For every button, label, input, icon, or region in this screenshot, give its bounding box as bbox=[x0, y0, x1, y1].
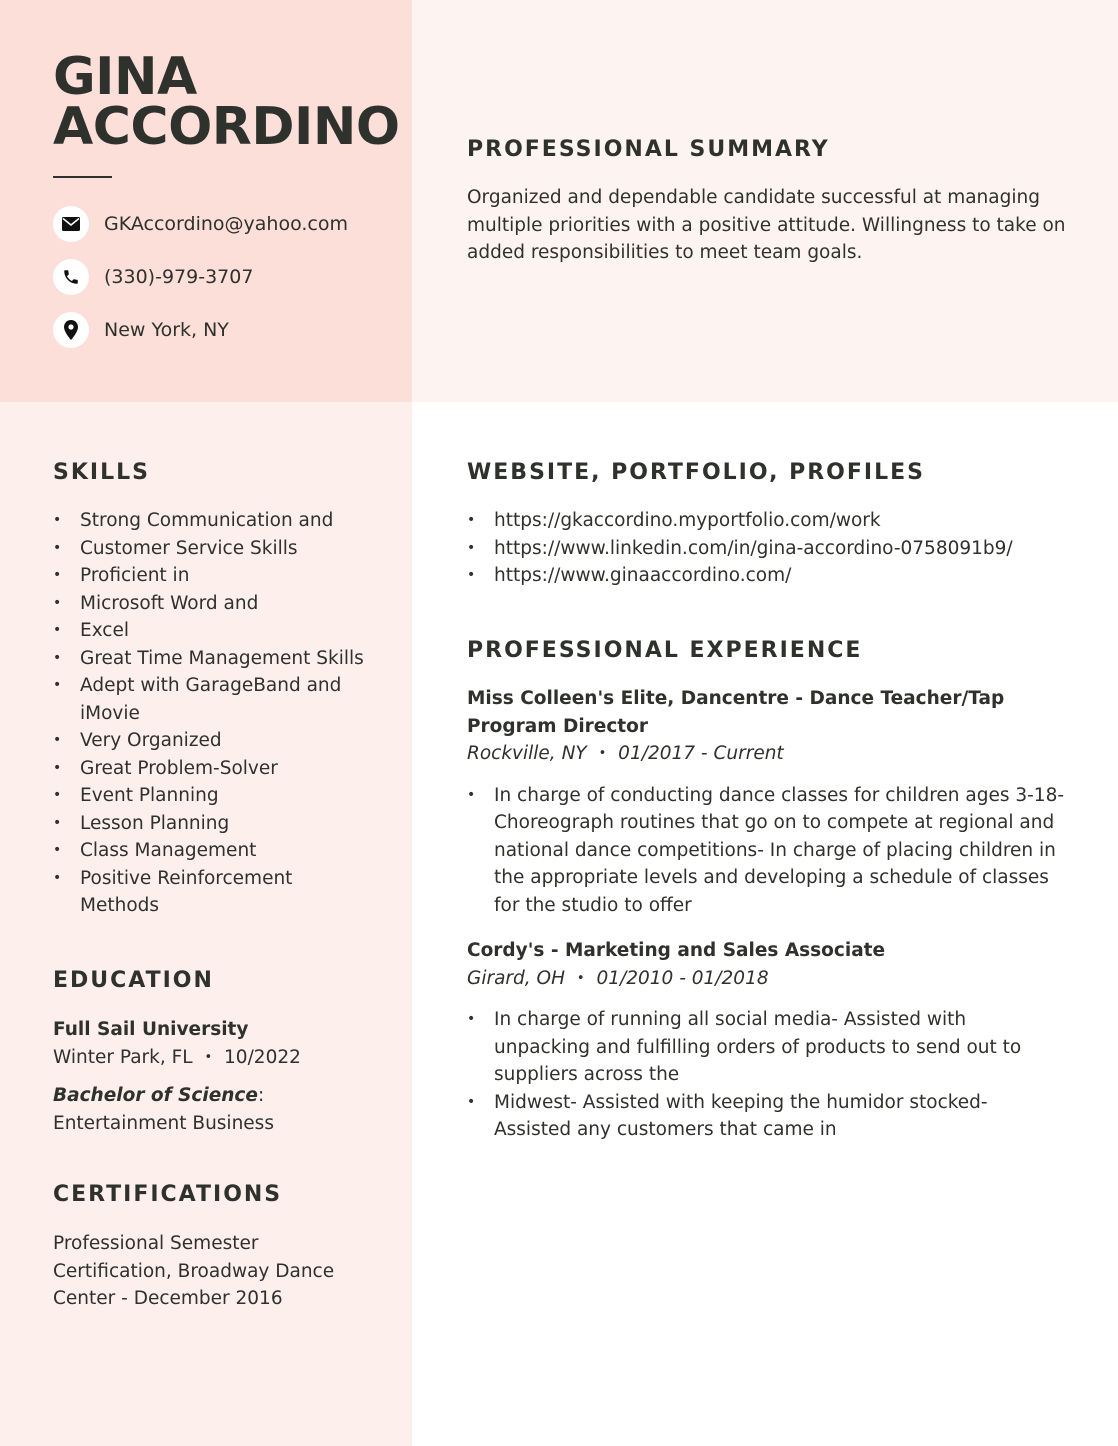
job-dates: 01/2017 - Current bbox=[618, 743, 784, 764]
list-item: • Excel bbox=[53, 617, 383, 645]
job-bullets bbox=[467, 782, 1067, 920]
school-name: Full Sail University bbox=[53, 1019, 249, 1040]
list-item: • Midwest- Assisted with keeping the humidor stocked- Assisted any customers that came in bbox=[467, 1089, 1067, 1144]
website-link[interactable]: • https://gkaccordino.myportfolio.com/work bbox=[467, 507, 1097, 535]
job-bullets bbox=[467, 1006, 1067, 1144]
email-text: GKAccordino@yahoo.com bbox=[104, 213, 348, 235]
contact-phone[interactable] bbox=[53, 259, 253, 295]
list-item: • Lesson Planning bbox=[53, 810, 383, 838]
skills-list bbox=[53, 507, 383, 920]
school-location: Winter Park, FL bbox=[53, 1046, 193, 1068]
list-item: • In charge of running all social media- Assisted with unpacking and fulfilling orders of products to send out to suppliers across the bbox=[467, 1006, 1067, 1089]
envelope-icon bbox=[53, 206, 89, 242]
degree: Bachelor of Science bbox=[53, 1085, 258, 1106]
certifications-text: Professional Semester Certification, Broadway Dance Center - December 2016 bbox=[53, 1233, 335, 1309]
education-entry bbox=[53, 1016, 393, 1137]
candidate-name bbox=[53, 47, 400, 157]
experience-heading: PROFESSIONAL EXPERIENCE bbox=[467, 638, 863, 663]
websites-heading: WEBSITE, PORTFOLIO, PROFILES bbox=[467, 460, 925, 485]
list-item: • Great Problem-Solver bbox=[53, 755, 383, 783]
school-date: 10/2022 bbox=[224, 1046, 301, 1068]
website-link[interactable]: • https://www.ginaaccordino.com/ bbox=[467, 562, 1097, 590]
list-item: • Proficient in bbox=[53, 562, 383, 590]
list-item: • Strong Communication and bbox=[53, 507, 383, 535]
bullet-separator: • bbox=[598, 746, 607, 761]
location-text: New York, NY bbox=[104, 319, 229, 341]
job-heading: Cordy's - Marketing and Sales Associate bbox=[467, 940, 886, 961]
list-item: • Class Management bbox=[53, 837, 383, 865]
last-name: ACCORDINO bbox=[53, 97, 400, 157]
job-meta bbox=[467, 965, 1077, 995]
website-link[interactable]: • https://www.linkedin.com/in/gina-accordino-0758091b9/ bbox=[467, 535, 1097, 563]
bullet-separator: • bbox=[576, 970, 585, 986]
list-item: • Microsoft Word and bbox=[53, 590, 383, 618]
list-item: • Adept with GarageBand and iMovie bbox=[53, 672, 350, 727]
list-item: • Event Planning bbox=[53, 782, 383, 810]
job-entry bbox=[467, 937, 1077, 1144]
education-heading: EDUCATION bbox=[53, 968, 214, 993]
job-location: Rockville, NY bbox=[467, 743, 587, 764]
degree-field: Entertainment Business bbox=[53, 1112, 274, 1134]
certifications-heading: CERTIFICATIONS bbox=[53, 1182, 283, 1207]
map-pin-icon bbox=[53, 312, 89, 348]
name-divider bbox=[53, 176, 112, 178]
list-item: • In charge of conducting dance classes for children ages 3-18- Choreograph routines that go on to compete at regional and national dance competitions- In charge of placing children in the appropriate levels and developing a schedule of classes for the studio to offer bbox=[467, 782, 1067, 920]
list-item: • Great Time Management Skills bbox=[53, 645, 383, 673]
first-name: GINA bbox=[53, 47, 197, 107]
job-dates: 01/2010 - 01/2018 bbox=[596, 967, 769, 989]
bullet-separator: • bbox=[204, 1049, 213, 1065]
summary-heading: PROFESSIONAL SUMMARY bbox=[467, 137, 830, 162]
contact-email[interactable] bbox=[53, 206, 348, 242]
skills-heading: SKILLS bbox=[53, 460, 150, 485]
phone-text: (330)-979-3707 bbox=[104, 266, 254, 288]
list-item: • Positive Reinforcement Methods bbox=[53, 865, 320, 920]
degree-colon: : bbox=[257, 1085, 265, 1106]
websites-list bbox=[467, 507, 1097, 590]
summary-text: Organized and dependable candidate successful at managing multiple priorities with a positive attitude. Willingness to take on added responsibilities to meet team goals. bbox=[467, 187, 1066, 263]
job-meta bbox=[467, 740, 1077, 770]
list-item: • Customer Service Skills bbox=[53, 535, 383, 563]
job-location: Girard, OH bbox=[467, 967, 566, 989]
list-item: • Very Organized bbox=[53, 727, 383, 755]
job-heading: Miss Colleen's Elite, Dancentre - Dance Teacher/Tap Program Director bbox=[467, 688, 1005, 737]
contact-location bbox=[53, 312, 229, 348]
job-entry bbox=[467, 685, 1077, 919]
phone-icon bbox=[53, 259, 89, 295]
school-meta bbox=[53, 1044, 393, 1074]
degree-line bbox=[53, 1082, 393, 1110]
